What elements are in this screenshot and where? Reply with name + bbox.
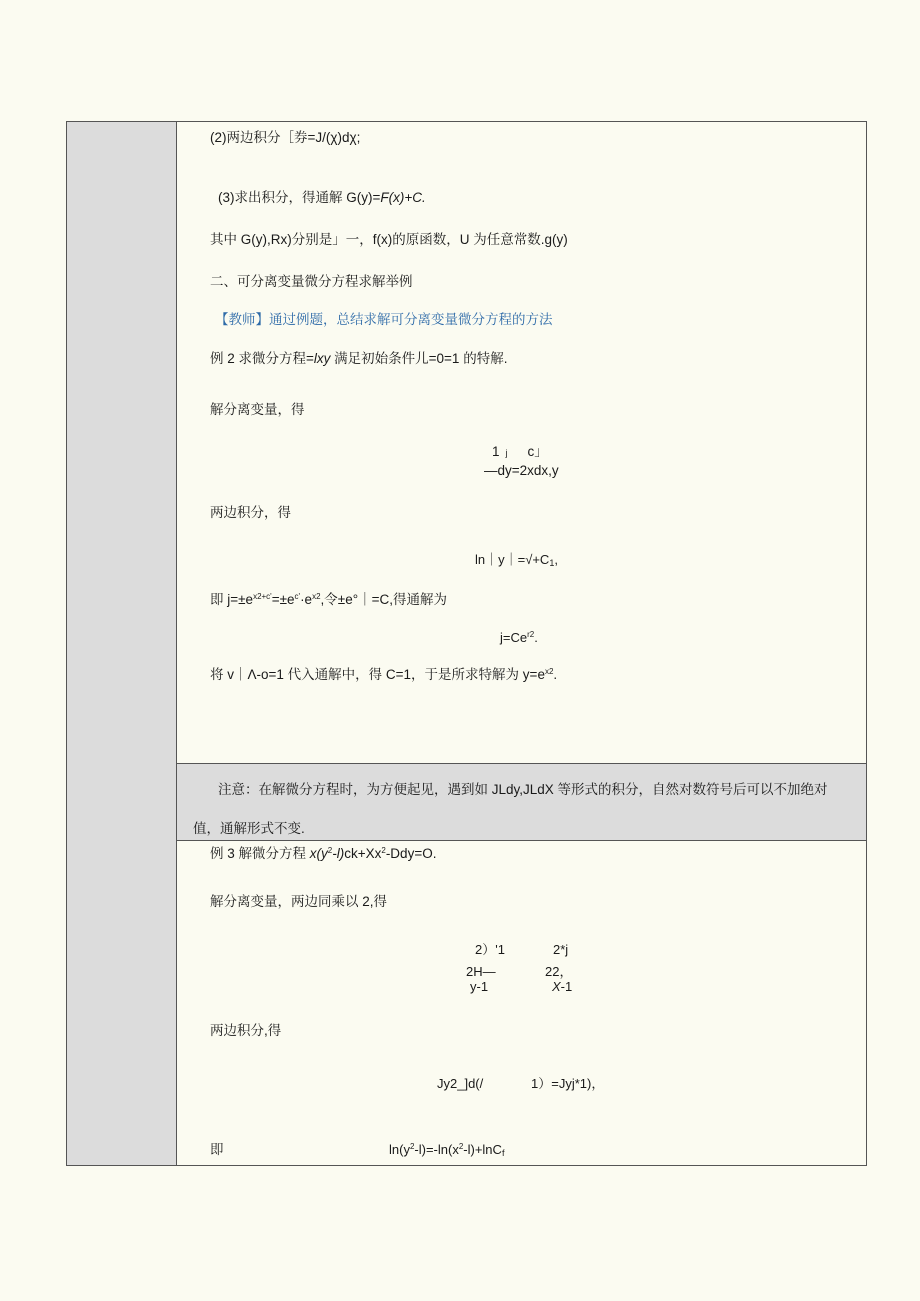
eq2: $\ln|y|=√+C_1$, — [475, 552, 558, 568]
separate-variables-text: 解分离变量，得 — [210, 402, 305, 417]
eq4-row2-left: 2H— — [466, 964, 496, 979]
particular-solution-line: 将 v｜Λ-o=1 代入通解中，得 C=1，于是所求特解为 $y=e^{x2}$. — [210, 667, 558, 682]
eq6: $\ln(y^2-l)=-\ln(x^2-l)+\ln C_f$ — [389, 1142, 505, 1158]
eq4-row1-left: 2）'1 — [475, 942, 505, 957]
eq4-row2-right: 22， — [545, 964, 573, 979]
eq5-right: 1）=Jyj*1)， — [531, 1076, 605, 1091]
note-bottom-border — [177, 840, 867, 841]
step-2-text: (2)两边积分［券=J/(χ)dχ; — [210, 130, 361, 145]
primitive-function-note: 其中 G(y),Rx)分别是」一，f(x)的原函数，U 为任意常数.g(y) — [210, 232, 568, 247]
table-frame — [66, 121, 867, 1166]
general-solution-line: 即 $j=\pm e^{x2+c'}=\pm e^{c'}\cdot e^{x2}$,令±e°｜=C,得通解为 — [210, 592, 447, 607]
note-line-1: 注意：在解微分方程时，为方便起见，遇到如 JLdy,JLdX 等形式的积分，自然对数符号后可以不加绝对 — [218, 782, 828, 797]
step-3-text: (3)求出积分，得通解 G(y)=F(x)+C. — [218, 190, 426, 205]
example-3-statement: 例 3 解微分方程 $x(y^2-l)ck+Xx^2-Ddy=O$. — [210, 846, 437, 861]
eq4-row3-left: y-1 — [470, 979, 489, 994]
therefore-label: 即 — [210, 1142, 224, 1157]
eq3: $j=Ce^{r2}$. — [500, 630, 538, 645]
integrate-text-2: 两边积分,得 — [210, 1023, 282, 1038]
eq5-left: Jy2_]d(/ — [437, 1076, 484, 1091]
eq4-row1-right: 2*j — [553, 942, 569, 957]
eq1-bottom: —dy=2xdx,y — [484, 463, 559, 478]
eq1-top: 1 j c」 — [492, 444, 548, 459]
note-line-2: 值，通解形式不变. — [193, 821, 305, 836]
multiply-by-2-text: 解分离变量，两边同乘以 2,得 — [210, 894, 388, 909]
note-top-border — [177, 763, 867, 764]
section-heading: 二、可分离变量微分方程求解举例 — [210, 274, 413, 289]
teacher-note: 【教师】通过例题，总结求解可分离变量微分方程的方法 — [215, 312, 553, 327]
eq4-row3-right: X-1 — [552, 979, 573, 994]
integrate-text: 两边积分，得 — [210, 505, 291, 520]
example-2-statement: 例 2 求微分方程=lxy 满足初始条件儿=0=1 的特解. — [210, 351, 508, 366]
